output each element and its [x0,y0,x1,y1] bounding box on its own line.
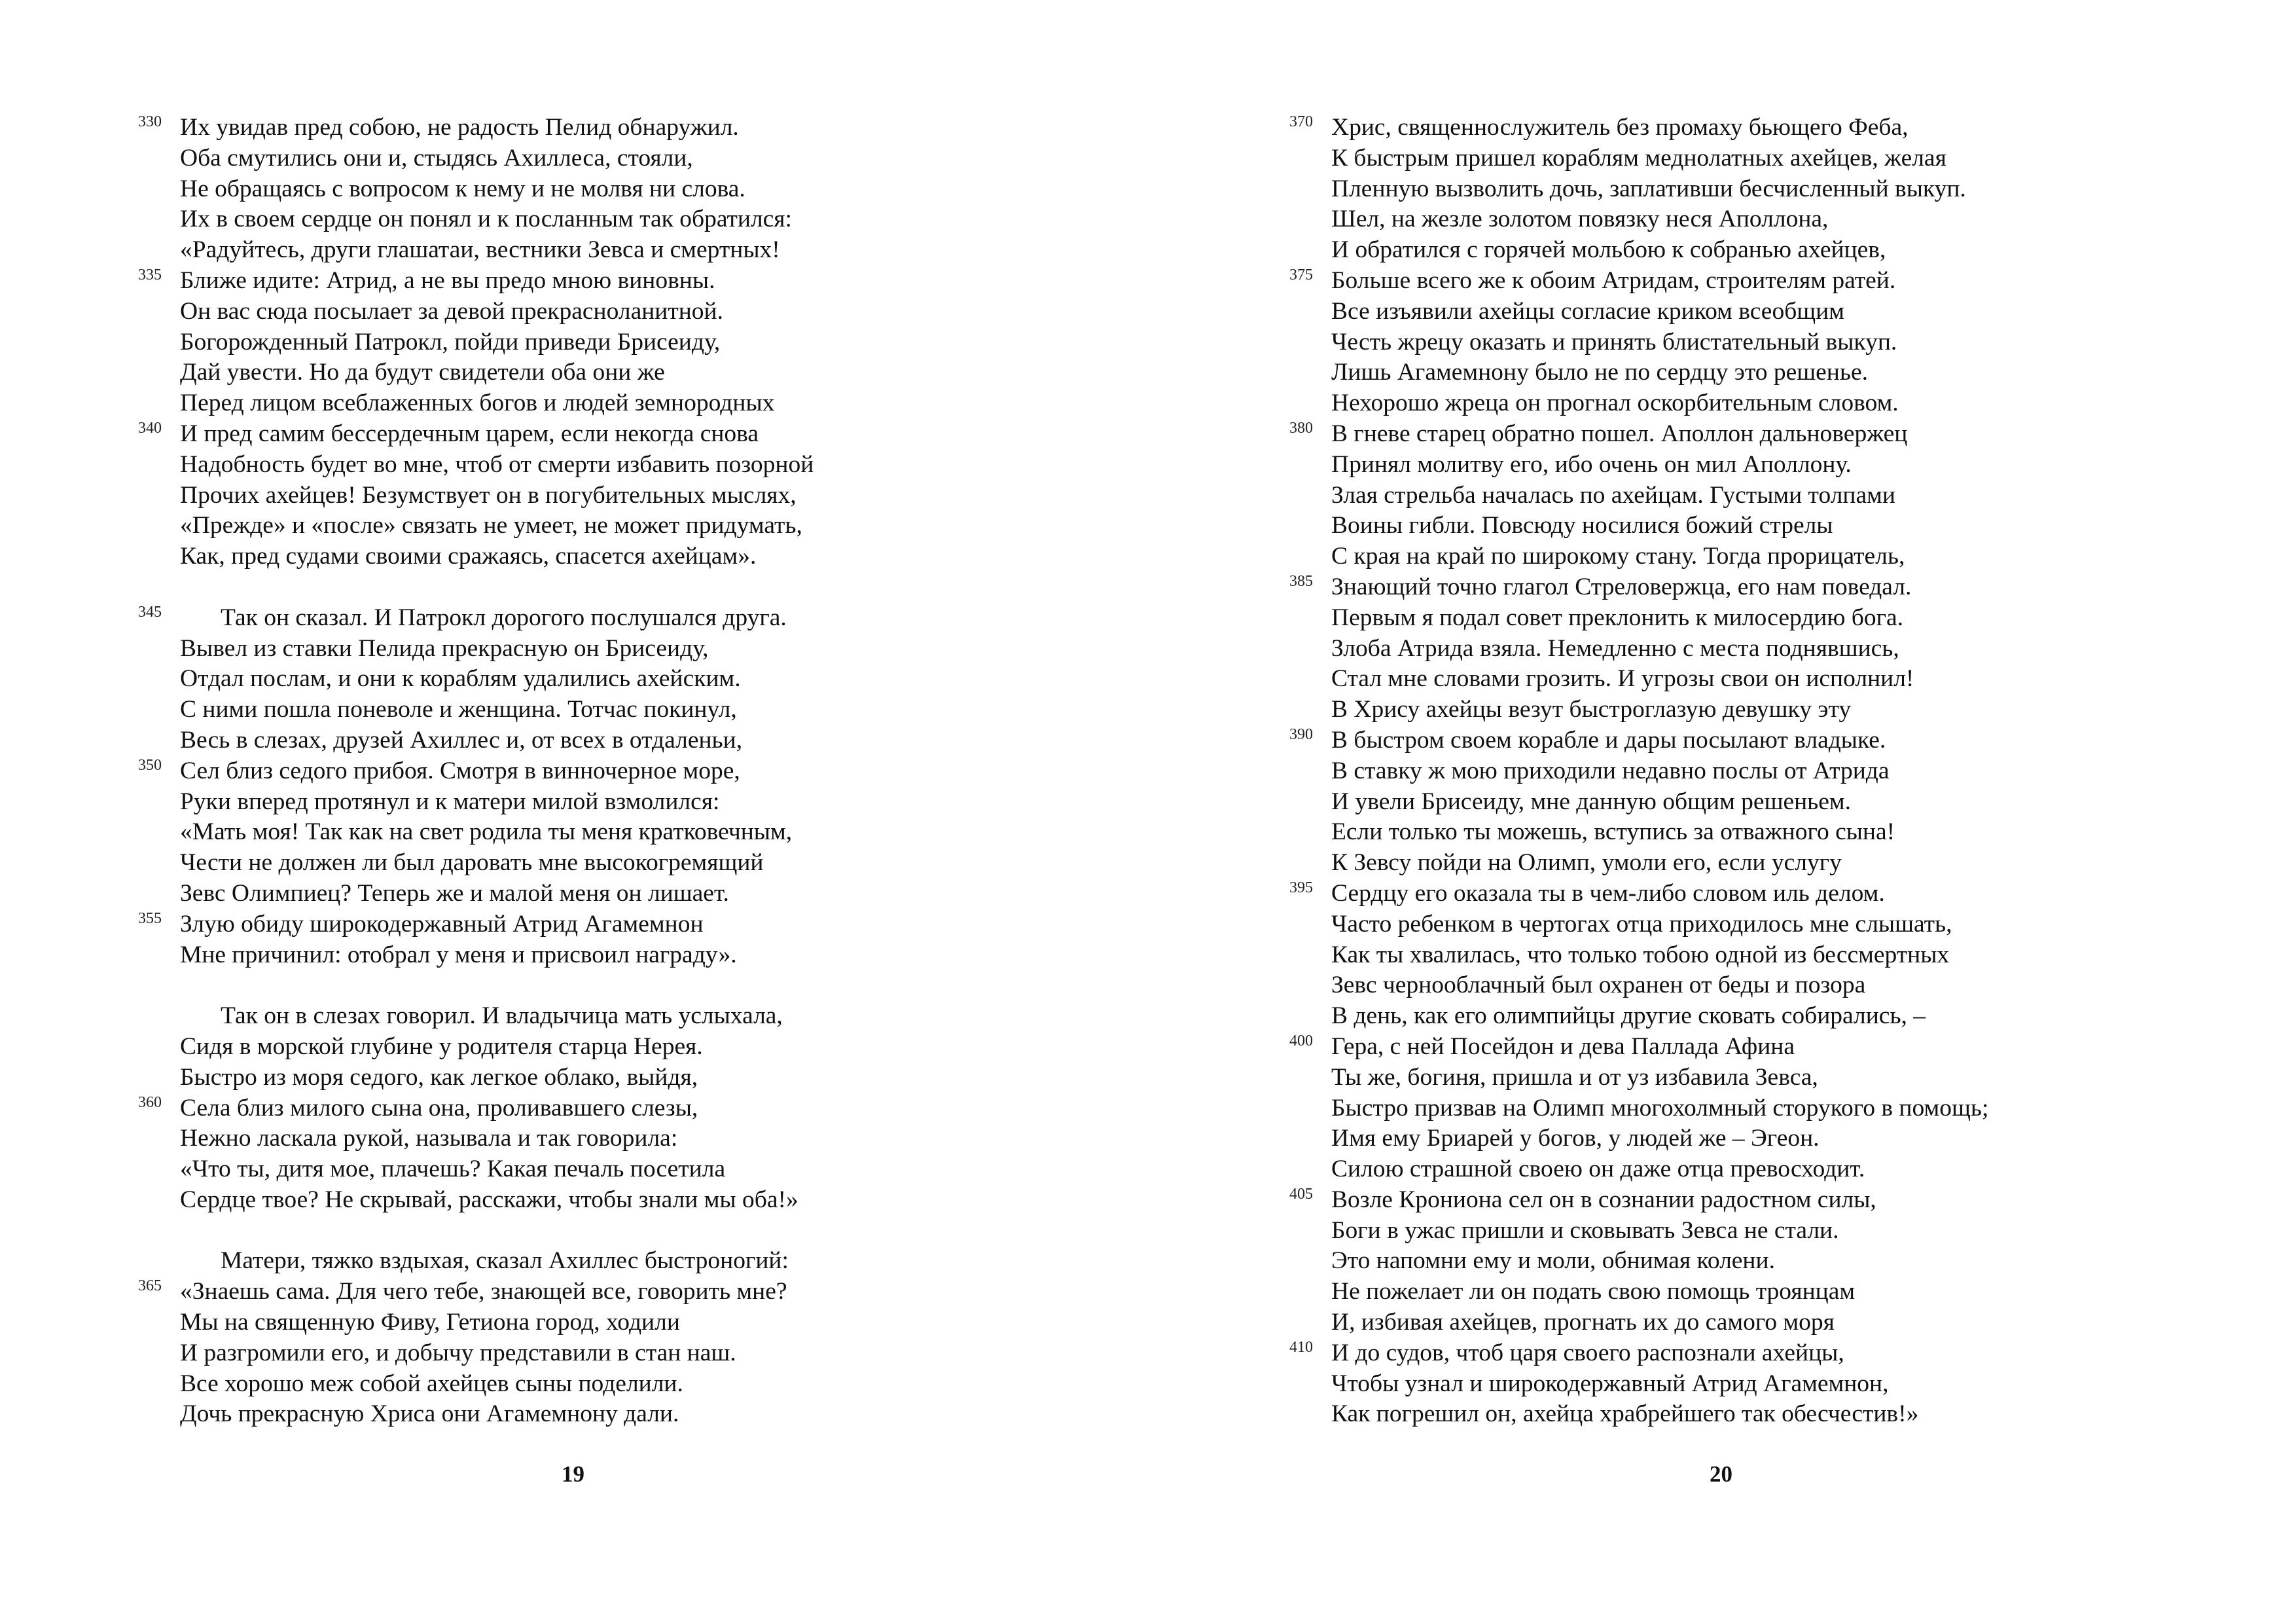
verse-text: «Что ты, дитя мое, плачешь? Какая печаль посетила [180,1156,726,1183]
verse-line [138,603,814,634]
verse-line [1289,266,1988,297]
verse-line [1331,603,1988,634]
verse-text: Шел, на жезле золотом повязку неся Аполлона, [1331,206,1829,233]
verse-text: И увели Брисеиду, мне данную общим решеньем. [1331,788,1852,815]
verse-line [1331,388,1988,419]
line-number: 380 [1289,419,1313,437]
verse-text: Сел близ седого прибоя. Смотря в винночерное море, [180,757,740,784]
verse-text: Дочь прекрасную Хриса они Агамемнону дали. [180,1400,679,1428]
verse-text: В быстром своем корабле и дары посылают владыке. [1331,726,1886,754]
verse-text: В день, как его олимпийцы другие сковать собирались, – [1331,1002,1926,1030]
verse-line [1289,113,1988,143]
verse-line [180,1185,814,1216]
verse-text: Не обращаясь с вопросом к нему и не молвя ни слова. [180,175,745,202]
verse-line [180,174,814,205]
verse-line [1331,1063,1988,1093]
verse-line [1331,1001,1988,1032]
left-poem-text [138,113,814,1430]
verse-text: Стал мне словами грозить. И угрозы свои он исполнил! [1331,665,1914,693]
verse-line [180,1154,814,1185]
verse-line [1331,541,1988,572]
verse-text: В Хрису ахейцы везут быстроглазую девушку эту [1331,696,1852,723]
verse-line [180,388,814,419]
verse-line [1289,1032,1988,1063]
verse-line [1331,204,1988,235]
verse-line [1331,1277,1988,1307]
verse-text: Сердце твое? Не скрывай, расскажи, чтобы знали мы оба!» [180,1186,798,1213]
line-number: 365 [138,1277,162,1295]
verse-line [138,113,814,143]
verse-text: Чести не должен ли был даровать мне высокогремящий [180,849,764,877]
verse-line [180,1032,814,1063]
verse-text: Все хорошо меж собой ахейцев сыны поделили. [180,1370,683,1397]
verse-text: Он вас сюда посылает за девой прекрасноланитной. [180,297,723,325]
verse-text: Их в своем сердце он понял и к посланным так обратился: [180,206,792,233]
verse-line [180,297,814,327]
verse-text: Ты же, богиня, пришла и от уз избавила Зевса, [1331,1063,1818,1091]
line-number: 400 [1289,1032,1313,1049]
verse-text: Злоба Атрида взяла. Немедленно с места поднявшись, [1331,634,1899,662]
verse-line [180,634,814,665]
verse-text: Это напомни ему и моли, обнимая колени. [1331,1247,1775,1275]
verse-line [180,1123,814,1154]
verse-text: Так он сказал. И Патрокл дорогого послушался друга. [221,604,787,631]
line-number: 385 [1289,572,1313,590]
verse-line [1289,879,1988,909]
verse-line [180,204,814,235]
verse-line [180,817,814,848]
verse-text: Зевс чернооблачный был охранен от беды и позора [1331,972,1866,999]
line-number: 390 [1289,725,1313,743]
verse-text: Злую обиду широкодержавный Атрид Агамемнон [180,910,704,938]
verse-line [180,143,814,174]
verse-text: Имя ему Бриарей у богов, у людей же – Эгеон. [1331,1125,1820,1152]
verse-line [180,664,814,695]
verse-line [1331,327,1988,358]
verse-text: Хрис, священнослужитель без промаху бьющего Феба, [1331,114,1909,141]
line-number: 350 [138,756,162,774]
verse-line [1331,143,1988,174]
verse-text: Честь жрецу оказать и принять блистательный выкуп. [1331,328,1897,356]
verse-line [180,357,814,388]
verse-text: Если только ты можешь, вступись за отважного сына! [1331,818,1895,846]
verse-text: Как ты хвалилась, что только тобою одной из бессмертных [1331,941,1950,968]
verse-text: Мы на священную Фиву, Гетиона город, ходили [180,1309,680,1336]
line-number: 335 [138,266,162,283]
verse-line [1289,419,1988,450]
verse-line [180,450,814,481]
verse-text: Боги в ужас пришли и сковывать Зевса не стали. [1331,1216,1839,1244]
verse-text: Матери, тяжко вздыхая, сказал Ахиллес быстроногий: [221,1247,789,1275]
verse-line [138,756,814,787]
verse-line [1331,297,1988,327]
line-number: 330 [138,113,162,130]
verse-text: В ставку ж мою приходили недавно послы от Атрида [1331,757,1890,784]
verse-line [180,940,814,971]
verse-text: Сидя в морской глубине у родителя старца Нерея. [180,1032,703,1060]
verse-text: Перед лицом всеблаженных богов и людей земнородных [180,390,775,417]
verse-line [1331,481,1988,511]
verse-line [1331,235,1988,266]
verse-line [180,1307,814,1338]
verse-text: С ними пошла поневоле и женщина. Тотчас покинул, [180,696,737,723]
verse-text: Зевс Олимпиец? Теперь же и малой меня он лишает. [180,879,729,907]
verse-text: Их увидав пред собою, не радость Пелид обнаружил. [180,114,739,141]
verse-text: «Знаешь сама. Для чего тебе, знающей все, говорить мне? [180,1278,787,1305]
verse-line [1331,787,1988,818]
left-page-number: 19 [562,1461,584,1487]
verse-line [180,879,814,909]
verse-line [1331,695,1988,725]
verse-line [180,1001,814,1032]
verse-line [1331,1216,1988,1247]
verse-line [180,511,814,541]
verse-line [180,541,814,572]
verse-text: С края на край по широкому стану. Тогда прорицатель, [1331,543,1905,570]
line-number: 410 [1289,1338,1313,1356]
verse-text: Больше всего же к обоим Атридам, строителям ратей. [1331,266,1896,294]
verse-line [180,1369,814,1400]
verse-text: Принял молитву его, ибо очень он мил Аполлону. [1331,450,1852,478]
verse-line [1331,909,1988,940]
verse-line [138,266,814,297]
verse-line [180,1338,814,1369]
verse-line [1331,664,1988,695]
verse-text: Первым я подал совет преклонить к милосердию бога. [1331,604,1903,631]
verse-text: Часто ребенком в чертогах отца приходилось мне слышать, [1331,910,1952,938]
verse-line [1331,450,1988,481]
verse-text: И пред самим бессердечным царем, если некогда снова [180,420,759,447]
line-number: 345 [138,603,162,621]
verse-text: Все изъявили ахейцы согласие криком всеобщим [1331,297,1844,325]
verse-text: Нежно ласкала рукой, называла и так говорила: [180,1125,678,1152]
verse-line [180,695,814,725]
verse-line [180,1399,814,1430]
line-number: 360 [138,1093,162,1111]
verse-line [1331,970,1988,1001]
stanza-gap [180,572,814,603]
verse-line [180,848,814,879]
verse-line [180,327,814,358]
verse-line [1331,940,1988,971]
verse-text: Прочих ахейцев! Безумствует он в погубительных мыслях, [180,481,797,509]
verse-line [1331,1123,1988,1154]
verse-text: К быстрым пришел кораблям меднолатных ахейцев, желая [1331,144,1946,172]
verse-text: «Радуйтесь, други глашатаи, вестники Зевса и смертных! [180,236,780,264]
verse-line [1331,1093,1988,1124]
verse-text: Силою страшной своею он даже отца превосходит. [1331,1156,1865,1183]
verse-text: В гневе старец обратно пошел. Аполлон дальновержец [1331,420,1908,447]
verse-text: И до судов, чтоб царя своего распознали ахейцы, [1331,1339,1844,1366]
verse-line [1331,817,1988,848]
verse-text: Злая стрельба началась по ахейцам. Густыми толпами [1331,481,1895,509]
right-poem-text [1289,113,1989,1430]
verse-line [138,1277,814,1307]
verse-text: Не пожелает ли он подать свою помощь троянцам [1331,1278,1856,1305]
verse-text: Отдал послам, и они к кораблям удалились ахейским. [180,665,741,693]
verse-line [180,1246,814,1277]
verse-line [1331,1369,1988,1400]
verse-line [138,909,814,940]
verse-line [1331,357,1988,388]
verse-text: Пленную вызволить дочь, заплативши бесчисленный выкуп. [1331,175,1966,202]
stanza-gap [180,970,814,1001]
verse-text: Руки вперед протянул и к матери милой взмолился: [180,788,720,815]
line-number: 375 [1289,266,1313,283]
verse-text: Как погрешил он, ахейца храбрейшего так обесчестив!» [1331,1400,1919,1428]
verse-text: Оба смутились они и, стыдясь Ахиллеса, стояли, [180,144,693,172]
line-number: 370 [1289,113,1313,130]
verse-line [180,481,814,511]
verse-text: Гера, с ней Посейдон и дева Паллада Афина [1331,1032,1795,1060]
verse-text: Так он в слезах говорил. И владычица мать услыхала, [221,1002,783,1030]
verse-line [1289,725,1988,756]
verse-line [180,725,814,756]
verse-text: Как, пред судами своими сражаясь, спасется ахейцам». [180,543,757,570]
line-number: 405 [1289,1185,1313,1203]
right-page-number: 20 [1710,1461,1732,1487]
verse-text: Возле Крониона сел он в сознании радостном силы, [1331,1186,1876,1213]
verse-text: И, избивая ахейцев, прогнать их до самого моря [1331,1309,1835,1336]
verse-line [1289,1338,1988,1369]
line-number: 340 [138,419,162,437]
verse-line [1289,572,1988,603]
verse-text: Надобность будет во мне, чтоб от смерти избавить позорной [180,450,814,478]
verse-text: Сердцу его оказала ты в чем-либо словом иль делом. [1331,879,1885,907]
verse-text: Мне причинил: отобрал у меня и присвоил награду». [180,941,737,968]
verse-line [180,787,814,818]
verse-text: К Зевсу пойди на Олимп, умоли его, если услугу [1331,849,1842,877]
line-number: 355 [138,909,162,927]
verse-line [1331,1307,1988,1338]
verse-text: И обратился с горячей мольбою к собранью ахейцев, [1331,236,1886,264]
verse-text: «Прежде» и «после» связать не умеет, не может придумать, [180,512,802,539]
verse-line [180,1063,814,1093]
verse-text: Воины гибли. Повсюду носилися божий стрелы [1331,512,1833,539]
line-number: 395 [1289,879,1313,896]
verse-text: И разгромили его, и добычу представили в стан наш. [180,1339,736,1366]
verse-line [1331,756,1988,787]
verse-text: Нехорошо жреца он прогнал оскорбительным словом. [1331,390,1899,417]
right-page [1148,0,2296,1623]
verse-text: Дай увести. Но да будут свидетели оба они же [180,359,665,386]
verse-text: «Мать моя! Так как на свет родила ты меня кратковечным, [180,818,793,846]
verse-line [1289,1185,1988,1216]
verse-text: Быстро призвав на Олимп многохолмный сторукого в помощь; [1331,1094,1989,1122]
verse-line [1331,174,1988,205]
verse-line [138,419,814,450]
verse-text: Села близ милого сына она, проливавшего слезы, [180,1094,698,1122]
verse-text: Быстро из моря седого, как легкое облако, выйдя, [180,1063,698,1091]
verse-line [1331,511,1988,541]
verse-text: Весь в слезах, друзей Ахиллес и, от всех в отдаленьи, [180,726,743,754]
verse-text: Лишь Агамемнону было не по сердцу это решенье. [1331,359,1868,386]
verse-text: Чтобы узнал и широкодержавный Атрид Агамемнон, [1331,1370,1889,1397]
verse-line [1331,634,1988,665]
verse-text: Богорожденный Патрокл, пойди приведи Брисеиду, [180,328,721,356]
verse-line [138,1093,814,1124]
verse-text: Вывел из ставки Пелида прекрасную он Брисеиду, [180,634,709,662]
verse-line [1331,1154,1988,1185]
verse-text: Ближе идите: Атрид, а не вы предо мною виновны. [180,266,715,294]
verse-line [1331,1246,1988,1277]
verse-line [180,235,814,266]
verse-line [1331,848,1988,879]
verse-line [1331,1399,1988,1430]
stanza-gap [180,1216,814,1247]
verse-text: Знающий точно глагол Стреловержца, его нам поведал. [1331,573,1912,600]
